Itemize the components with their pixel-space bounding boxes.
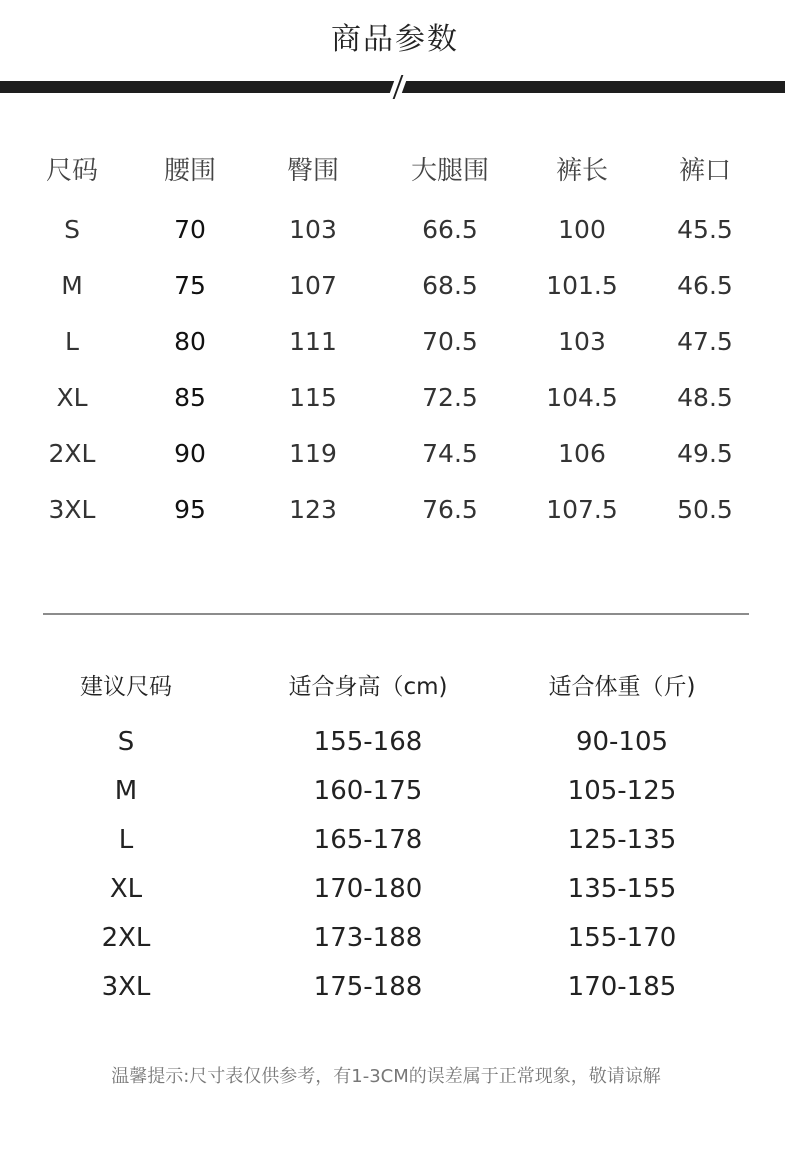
cell-hip: 103 [289, 215, 337, 244]
cell-leg-opening: 46.5 [677, 271, 733, 300]
cell-height-range: 175-188 [313, 972, 423, 1002]
cell-length: 104.5 [546, 383, 618, 412]
cell-weight-range: 155-170 [567, 923, 677, 953]
cell-size: S [64, 215, 80, 244]
cell-length: 101.5 [546, 271, 618, 300]
cell-hip: 119 [289, 439, 337, 468]
cell-thigh: 72.5 [422, 383, 478, 412]
cell-hip: 123 [289, 495, 337, 524]
cell-leg-opening: 49.5 [677, 439, 733, 468]
cell-height-range: 155-168 [313, 727, 423, 757]
cell-thigh: 68.5 [422, 271, 478, 300]
table-row [0, 963, 790, 1012]
cell-hip: 107 [289, 271, 337, 300]
cell-thigh: 66.5 [422, 215, 478, 244]
size-table-header [0, 140, 790, 202]
cell-size: XL [56, 383, 88, 412]
size-table [0, 140, 790, 538]
cell-recommended-size: S [117, 727, 135, 757]
cell-length: 103 [558, 327, 606, 356]
cell-weight-range: 170-185 [567, 972, 677, 1002]
page-title: 商品参数 [331, 22, 459, 57]
table-row [0, 426, 790, 482]
header-leg-opening: 裤口 [678, 156, 731, 186]
cell-length: 107.5 [546, 495, 618, 524]
cell-leg-opening: 45.5 [677, 215, 733, 244]
cell-length: 106 [558, 439, 606, 468]
cell-waist: 70 [174, 215, 206, 244]
header-waist: 腰围 [163, 156, 216, 186]
cell-weight-range: 90-105 [575, 727, 669, 757]
table-row [0, 914, 790, 963]
cell-size: 2XL [48, 439, 96, 468]
cell-waist: 95 [174, 495, 206, 524]
cell-weight-range: 105-125 [567, 776, 677, 806]
header-weight: 适合体重（斤) [548, 674, 696, 700]
cell-recommended-size: 2XL [101, 923, 151, 953]
cell-weight-range: 135-155 [567, 874, 677, 904]
cell-size: 3XL [48, 495, 96, 524]
cell-thigh: 70.5 [422, 327, 478, 356]
cell-thigh: 76.5 [422, 495, 478, 524]
table-row [0, 202, 790, 258]
cell-length: 100 [558, 215, 606, 244]
table-row [0, 482, 790, 538]
cell-hip: 115 [289, 383, 337, 412]
table-row [0, 718, 790, 767]
table-row [0, 767, 790, 816]
cell-waist: 80 [174, 327, 206, 356]
table-row [0, 816, 790, 865]
header-recommended-size: 建议尺码 [80, 674, 172, 700]
cell-height-range: 170-180 [313, 874, 423, 904]
header-thigh: 大腿围 [410, 156, 489, 186]
header-length: 裤长 [555, 156, 608, 186]
cell-height-range: 165-178 [313, 825, 423, 855]
cell-recommended-size: XL [109, 874, 143, 904]
cell-waist: 85 [174, 383, 206, 412]
table-row [0, 865, 790, 914]
cell-recommended-size: L [118, 825, 134, 855]
cell-height-range: 173-188 [313, 923, 423, 953]
header-hip: 臀围 [286, 156, 339, 186]
recommendation-table-header [0, 662, 790, 718]
cell-height-range: 160-175 [313, 776, 423, 806]
table-row [0, 370, 790, 426]
table-row [0, 258, 790, 314]
cell-thigh: 74.5 [422, 439, 478, 468]
cell-recommended-size: 3XL [101, 972, 151, 1002]
size-disclaimer-note: 温馨提示:尺寸表仅供参考，有1-3CM的误差属于正常现象，敬请谅解 [111, 1066, 661, 1087]
cell-leg-opening: 48.5 [677, 383, 733, 412]
cell-size: L [65, 327, 79, 356]
cell-hip: 111 [289, 327, 337, 356]
cell-waist: 90 [174, 439, 206, 468]
section-divider [43, 613, 749, 615]
cell-size: M [61, 271, 83, 300]
cell-waist: 75 [174, 271, 206, 300]
size-recommendation-table [0, 662, 790, 1012]
cell-weight-range: 125-135 [567, 825, 677, 855]
cell-recommended-size: M [114, 776, 138, 806]
cell-leg-opening: 50.5 [677, 495, 733, 524]
table-row [0, 314, 790, 370]
header-height: 适合身高（cm) [288, 674, 448, 700]
header-size: 尺码 [45, 156, 98, 186]
cell-leg-opening: 47.5 [677, 327, 733, 356]
